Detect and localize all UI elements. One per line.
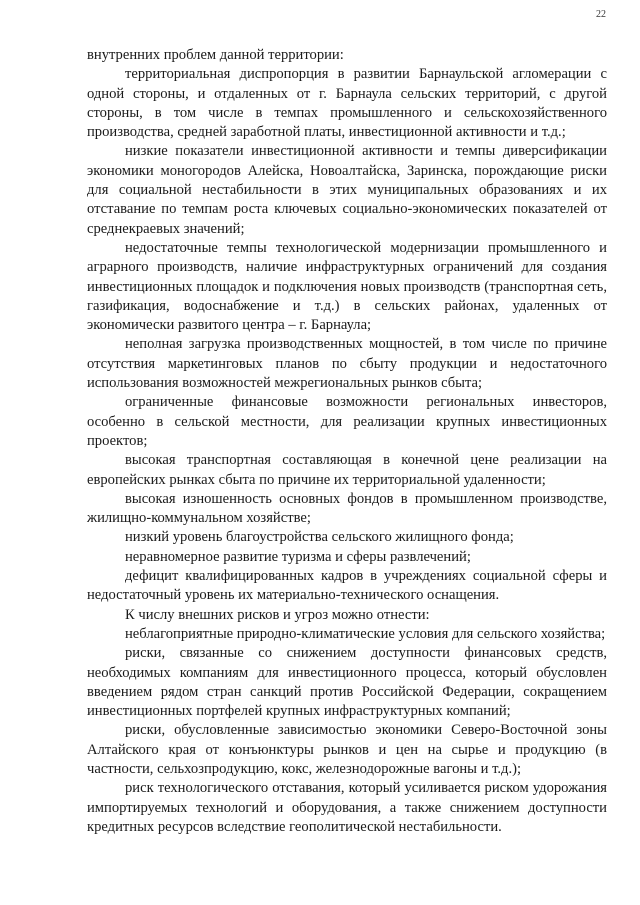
paragraph: К числу внешних рисков и угроз можно отнести: bbox=[125, 606, 430, 623]
paragraph: неравномерное развитие туризма и сферы развлечений; bbox=[125, 548, 471, 565]
paragraph-continuation: внутренних проблем данной территории: bbox=[87, 47, 344, 63]
paragraph: низкие показатели инвестиционной активности и темпы диверсификации экономики моногородов Алейска, Новоалтайска, Заринска, порождающие риски для социальной нестабильности в этих муниципальных образованиях и их отставание по темпам роста ключевых социально-экономических показателей от среднекраевых значений; bbox=[87, 143, 607, 237]
paragraph: риски, связанные со снижением доступности финансовых средств, необходимых компаниям для инвестиционного процесса, который обусловлен введением рядом стран санкций против Российской Федерации, сокращением инвестиционных портфелей крупных инфраструктурных компаний; bbox=[87, 645, 607, 720]
paragraph: риски, обусловленные зависимостью экономики Северо-Восточной зоны Алтайского края от конъюнктуры рынков и цен на сырье и продукцию (в частности, сельхозпродукцию, кокс, железнодорожные вагоны и т.д.); bbox=[87, 722, 607, 777]
paragraph: риск технологического отставания, который усиливается риском удорожания импортируемых технологий и оборудования, а также снижением доступности кредитных ресурсов вследствие геополитической нестабильности. bbox=[87, 780, 607, 835]
paragraph: высокая транспортная составляющая в конечной цене реализации на европейских рынках сбыта по причине их территориальной удаленности; bbox=[87, 452, 607, 488]
paragraph: высокая изношенность основных фондов в промышленном производстве, жилищно-коммунальном хозяйстве; bbox=[87, 490, 607, 527]
paragraph: неполная загрузка производственных мощностей, в том числе по причине отсутствия маркетинговых планов по сбыту продукции и недостаточного использования возможностей межрегиональных рынков сбыта; bbox=[87, 336, 607, 392]
paragraph: низкий уровень благоустройства сельского жилищного фонда; bbox=[125, 529, 514, 546]
page-number: 22 bbox=[596, 9, 606, 20]
paragraph: территориальная диспропорция в развитии Барнаульской агломерации с одной стороны, и отдаленных от г. Барнаула сельских территорий, с другой стороны, в том числе в темпах промышленного и сельскохозяйственного производства, средней заработной платы, инвестиционной активности и т.д.; bbox=[87, 66, 607, 141]
paragraph: неблагоприятные природно-климатические условия для сельского хозяйства; bbox=[125, 625, 606, 642]
paragraph: недостаточные темпы технологической модернизации промышленного и аграрного производств, наличие инфраструктурных ограничений для создания инвестиционных площадок и подключения новых производств (транспортная сеть, газификация, водоснабжение и т.д.) в сельских районах, удаленных от экономически развитого центра – г. Барнаула; bbox=[87, 239, 607, 334]
paragraph: ограниченные финансовые возможности региональных инвесторов, особенно в сельской местности, для реализации крупных инвестиционных проектов; bbox=[87, 394, 607, 449]
paragraph: дефицит квалифицированных кадров в учреждениях социальной сферы и недостаточный уровень их материально-технического оснащения. bbox=[87, 568, 607, 604]
document-body bbox=[87, 46, 607, 837]
